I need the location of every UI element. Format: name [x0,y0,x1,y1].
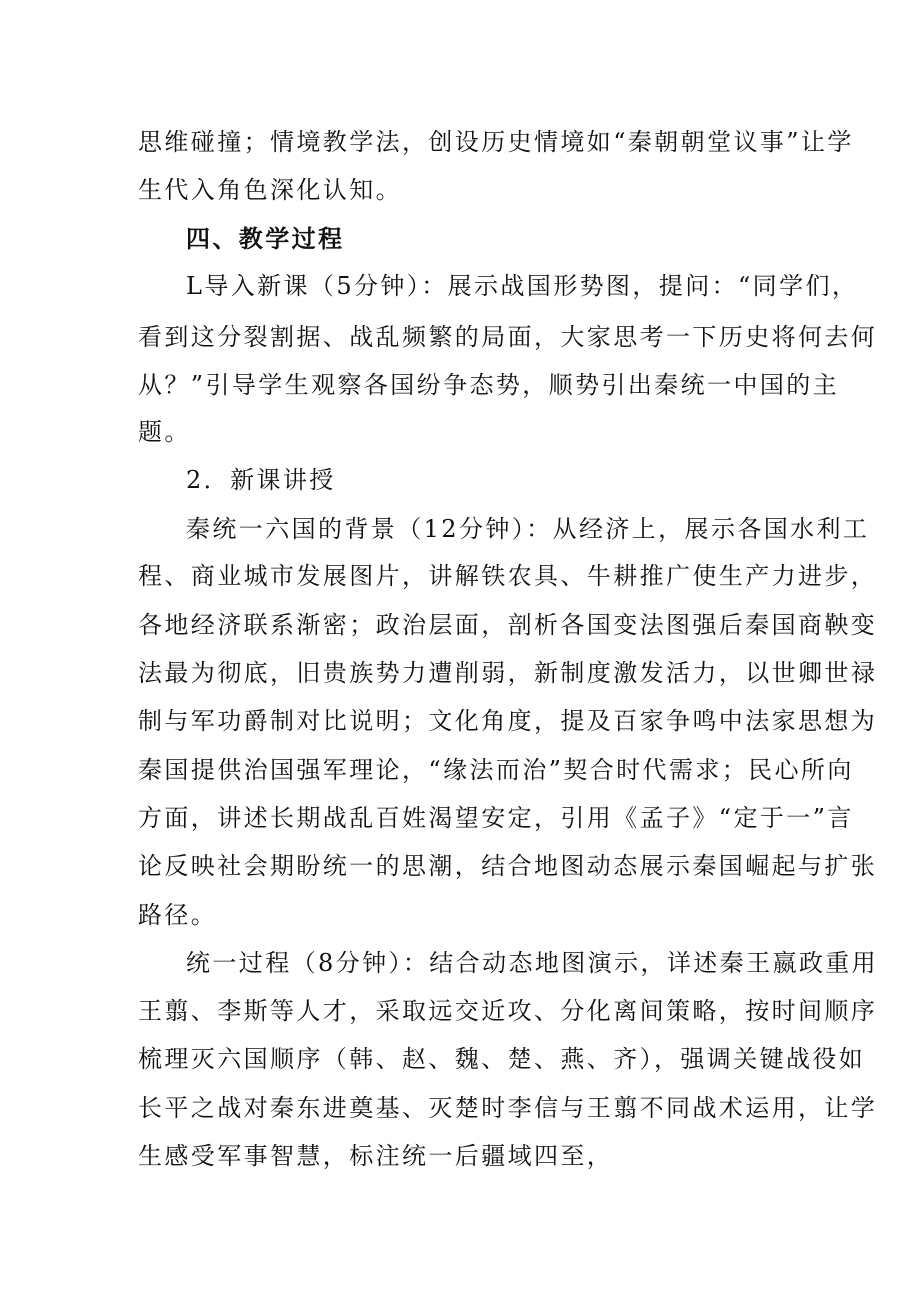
text-line: 论反映社会期盼统一的思潮，结合地图动态展示秦国崛起与扩张 [138,852,878,880]
text-line: 制与军功爵制对比说明；文化角度，提及百家争鸣中法家思想为 [138,707,878,735]
text-line: 方面，讲述长期战乱百姓渴望安定，引用《孟子》“定于一”言 [138,804,854,832]
text-line: 秦统一六国的背景（12分钟）：从经济上，展示各国水利工 [186,515,870,543]
text-line: 统一过程（8分钟）：结合动态地图演示，详述秦王嬴政重用 [186,949,879,977]
section-heading: 四、教学过程 [186,224,345,253]
text-line: 路径。 [138,901,218,929]
text-line: 从？”引导学生观察各国纷争态势，顺势引出秦统一中国的主 [138,371,840,399]
text-line: 思维碰撞；情境教学法，创设历史情境如“秦朝朝堂议事”让学 [138,128,854,156]
text-line: 法最为彻底，旧贵族势力遭削弱，新制度激发活力，以世卿世禄 [138,659,878,687]
subsection-title: 2．新课讲授 [186,466,336,494]
text-line: 长平之战对秦东进奠基、灭楚时李信与王翦不同战术运用，让学 [138,1094,878,1122]
text-line: 看到这分裂割据、战乱频繁的局面，大家思考一下历史将何去何 [138,323,878,351]
text-line: 生感受军事智慧，标注统一后疆域四至， [138,1142,614,1170]
text-line: L导入新课（5分钟）：展示战国形势图，提问：“同学们， [186,272,859,300]
text-line: 生代入角色深化认知。 [138,176,402,204]
text-line: 各地经济联系渐密；政治层面，剖析各国变法图强后秦国商鞅变 [138,611,878,639]
text-line: 秦国提供治国强军理论，“缘法而治”契合时代需求；民心所向 [138,756,854,784]
text-line: 梳理灭六国顺序（韩、赵、魏、楚、燕、齐），强调关键战役如 [138,1045,866,1073]
text-line: 王翦、李斯等人才，采取远交近攻、分化离间策略，按时间顺序 [138,997,878,1025]
text-line: 程、商业城市发展图片，讲解铁农具、牛耕推广使生产力进步， [138,562,878,590]
text-line: 题。 [138,418,191,446]
